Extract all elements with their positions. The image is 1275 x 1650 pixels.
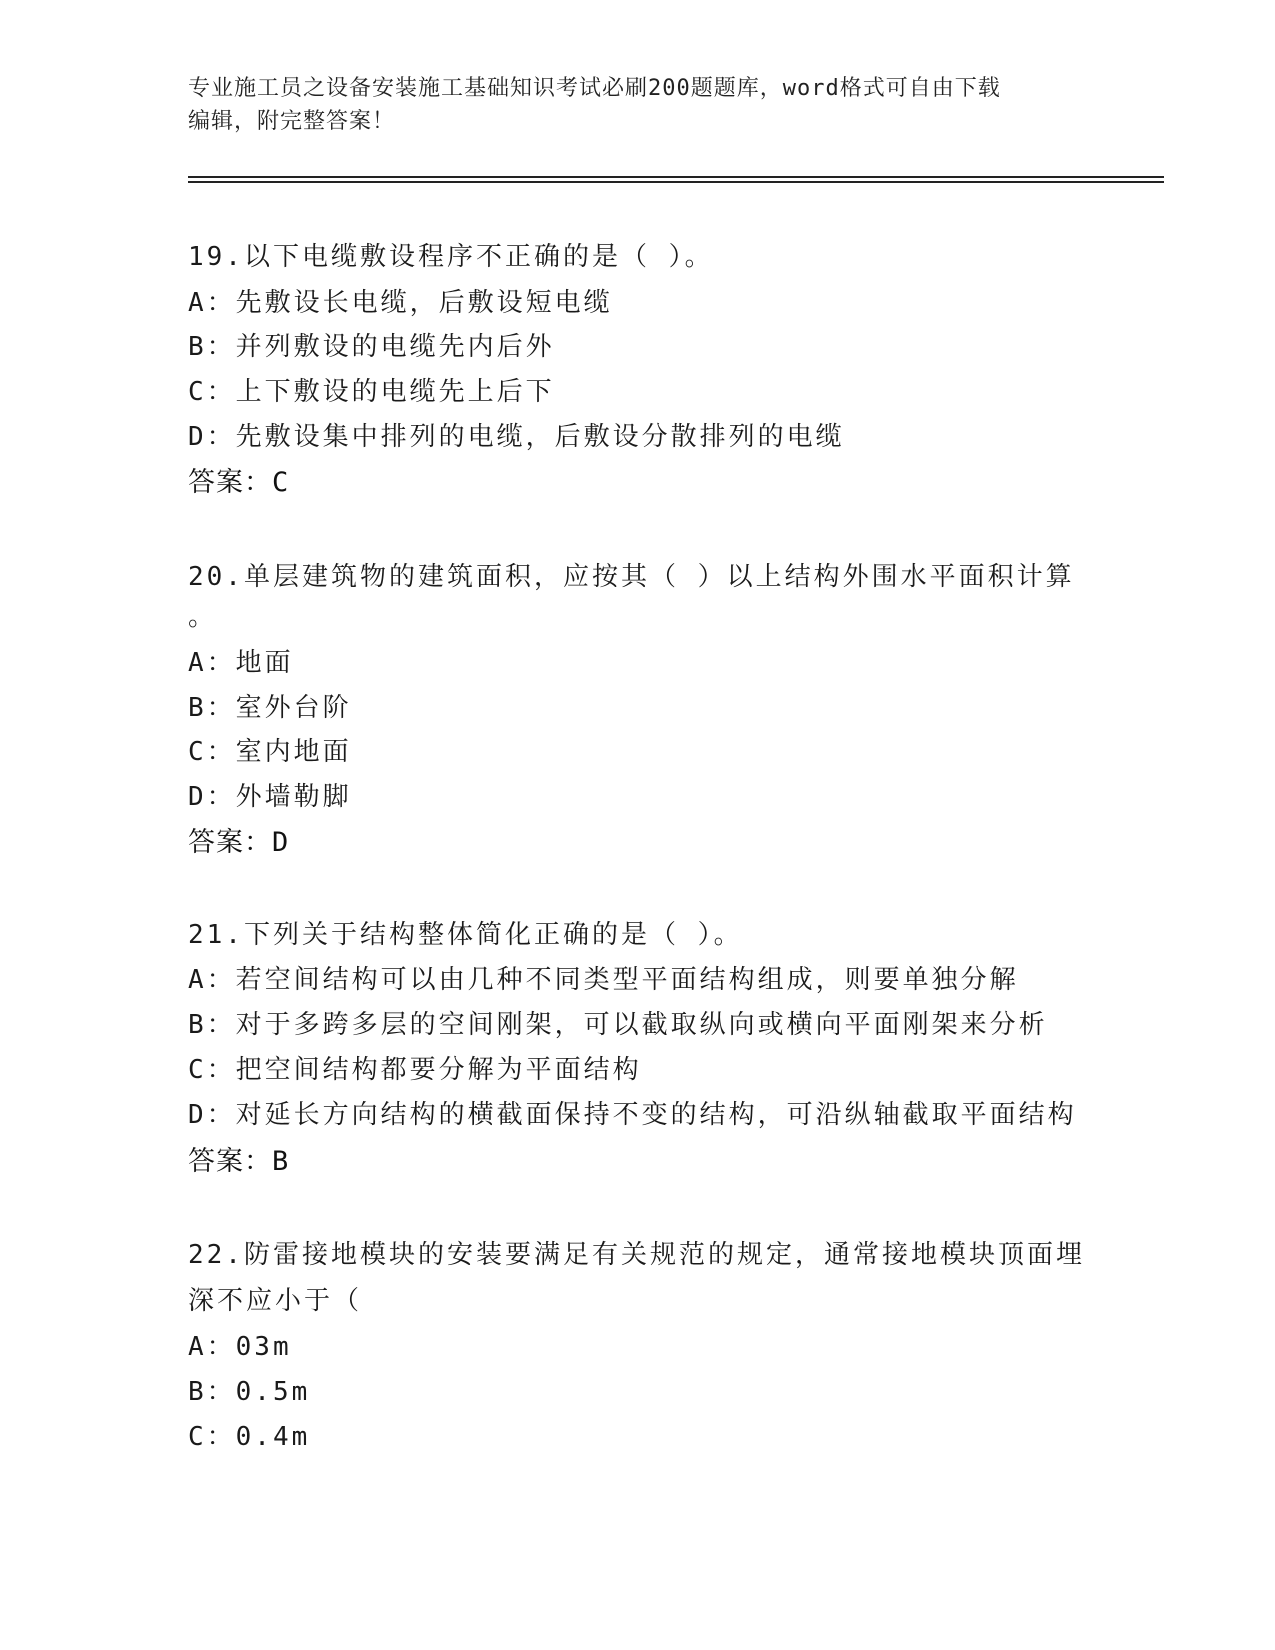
option-a: A：03m xyxy=(188,1332,292,1362)
question-stem: 19.以下电缆敷设程序不正确的是（ ）。 xyxy=(188,242,714,272)
option-a: A：地面 xyxy=(188,648,294,678)
document-header xyxy=(188,72,1088,138)
option-d: D：对延长方向结构的横截面保持不变的结构，可沿纵轴截取平面结构 xyxy=(188,1100,1077,1130)
question-stem: 22.防雷接地模块的安装要满足有关规范的规定，通常接地模块顶面埋 xyxy=(188,1240,1085,1270)
question-stem: 20.单层建筑物的建筑面积，应按其（ ）以上结构外围水平面积计算 xyxy=(188,562,1075,592)
option-b: B：室外台阶 xyxy=(188,693,352,723)
question-stem: 21.下列关于结构整体简化正确的是（ ）。 xyxy=(188,920,743,950)
answer: 答案：B xyxy=(188,1146,290,1177)
option-b: B：0.5m xyxy=(188,1377,311,1407)
answer: 答案：C xyxy=(188,467,290,498)
question-stem-continued: 深不应小于（ xyxy=(188,1286,363,1316)
option-a: A：若空间结构可以由几种不同类型平面结构组成，则要单独分解 xyxy=(188,965,1019,995)
option-b: B：并列敷设的电缆先内后外 xyxy=(188,332,555,362)
header-divider-top xyxy=(188,176,1164,178)
option-b: B：对于多跨多层的空间刚架，可以截取纵向或横向平面刚架来分析 xyxy=(188,1010,1048,1040)
header-line-2: 编辑，附完整答案！ xyxy=(188,109,396,134)
option-c: C：上下敷设的电缆先上后下 xyxy=(188,377,555,407)
option-d: D：先敷设集中排列的电缆，后敷设分散排列的电缆 xyxy=(188,422,845,452)
option-c: C：0.4m xyxy=(188,1422,311,1452)
question-stem-continued: 。 xyxy=(188,602,218,632)
answer: 答案：D xyxy=(188,827,290,858)
option-a: A：先敷设长电缆，后敷设短电缆 xyxy=(188,288,613,318)
header-divider-bottom xyxy=(188,181,1164,183)
option-c: C：把空间结构都要分解为平面结构 xyxy=(188,1055,642,1085)
option-d: D：外墙勒脚 xyxy=(188,782,352,812)
header-line-1: 专业施工员之设备安装施工基础知识考试必刷200题题库，word格式可自由下载 xyxy=(188,76,1001,101)
option-c: C：室内地面 xyxy=(188,737,352,767)
